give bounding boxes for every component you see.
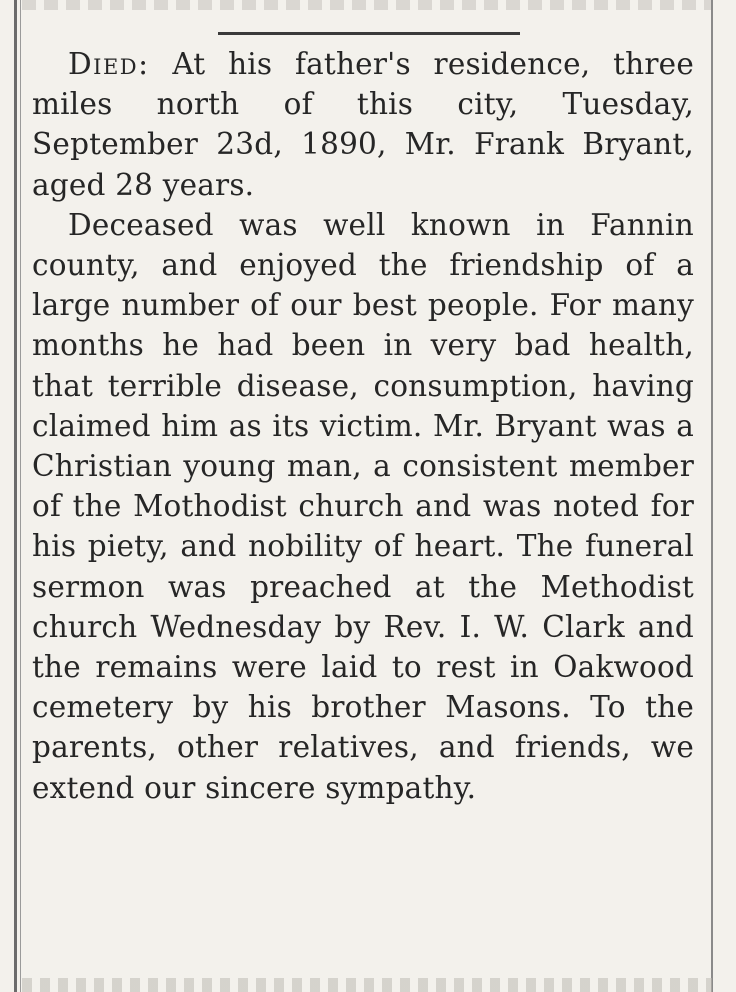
- obituary-paragraph-2: Deceased was well known in Fannin county, and enjoyed the friendship of a large number of our best people. For many months he had been in very bad health, that terrible disease, consumption, having claimed him as its victim. Mr. Bryant was a Christian young man, a consistent member of the Mothodist church and was noted for his piety, and nobility of heart. The funeral sermon was preached at the Methodist church Wednesday by Rev. I. W. Clark and the remains were laid to rest in Oakwood cemetery by his brother Masons. To the parents, other relatives, and friends, we extend our sincere sympathy.: [32, 207, 694, 805]
- obituary-paragraph-1: [32, 44, 694, 205]
- right-column-rule: [711, 0, 713, 992]
- lead-word: Died:: [68, 47, 150, 81]
- obituary-article: [32, 44, 694, 808]
- left-column-rule-inner: [20, 0, 21, 992]
- bottom-edge-rule: [22, 978, 712, 992]
- left-column-rule: [14, 0, 17, 992]
- paragraph-1-text: At his father's residence, three miles north of this city, Tuesday, September 23d, 1890, Mr. Frank Bryant, aged 28 years.: [32, 47, 694, 202]
- top-edge-rule: [22, 0, 712, 10]
- header-divider: [218, 32, 520, 35]
